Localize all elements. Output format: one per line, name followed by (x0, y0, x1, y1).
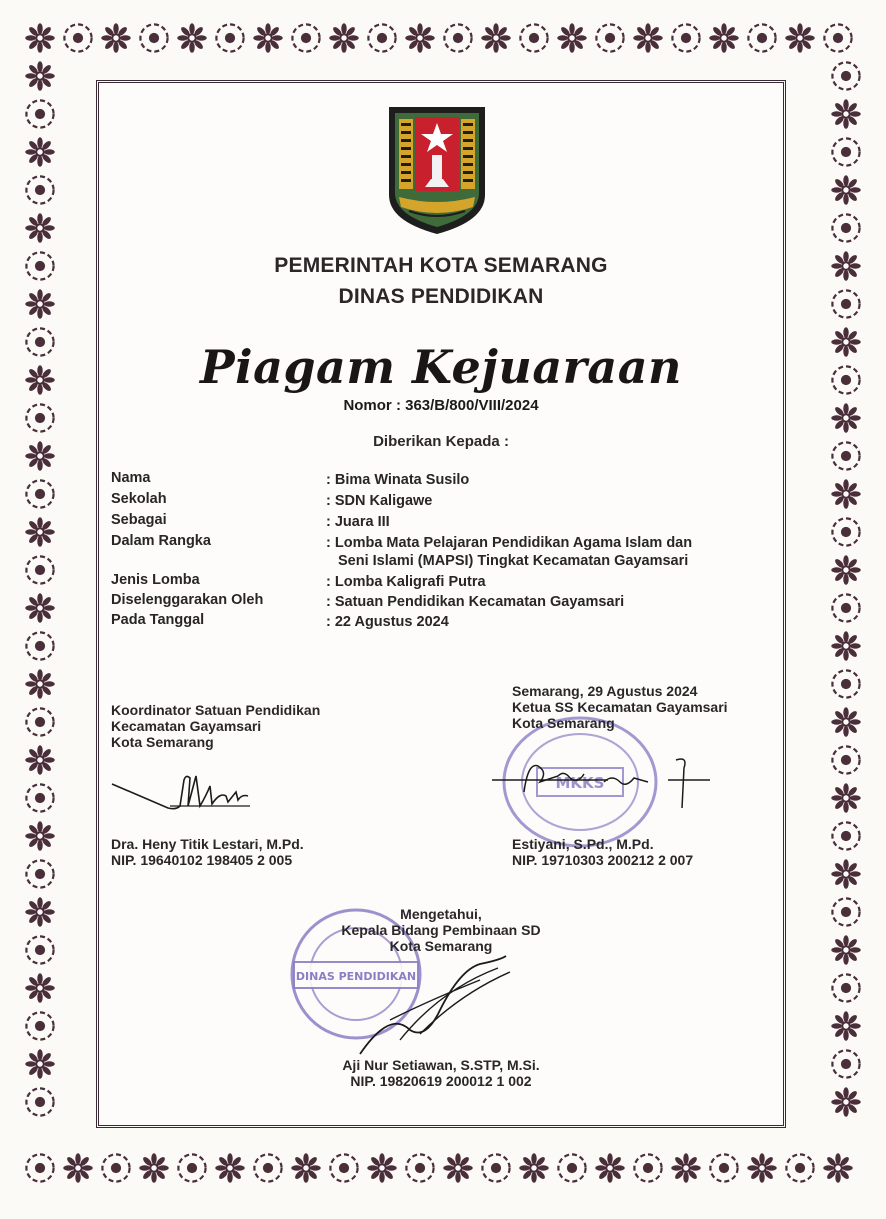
border-ornament (481, 23, 511, 53)
center-signer-ack: Mengetahui, (400, 906, 482, 922)
border-ornament (26, 328, 53, 355)
border-ornament (26, 176, 53, 203)
certificate-title: Piagam Kejuaraan (200, 340, 682, 394)
center-signer-name: Aji Nur Setiawan, S.STP, M.Si. (342, 1057, 540, 1073)
border-ornament (177, 23, 207, 53)
border-ornament (254, 1154, 281, 1181)
border-ornament (832, 1050, 859, 1077)
left-signer-name: Dra. Heny Titik Lestari, M.Pd. (111, 836, 304, 852)
left-signer-block (111, 702, 320, 750)
border-ornament (25, 1049, 55, 1079)
border-ornament (140, 24, 167, 51)
border-ornament (786, 1154, 813, 1181)
border-ornament (406, 1154, 433, 1181)
border-ornament (63, 1153, 93, 1183)
border-ornament (25, 23, 55, 53)
border-ornament (832, 62, 859, 89)
border-ornament (832, 214, 859, 241)
border-ornament (26, 480, 53, 507)
border-ornament (832, 670, 859, 697)
border-ornament (831, 479, 861, 509)
border-ornament (102, 1154, 129, 1181)
border-ornament (25, 213, 55, 243)
border-ornament (832, 746, 859, 773)
stamp-right-label: MKKS (555, 774, 605, 792)
border-ornament (25, 517, 55, 547)
border-ornament (557, 23, 587, 53)
border-ornament (832, 822, 859, 849)
border-ornament (405, 23, 435, 53)
border-ornament (25, 897, 55, 927)
header-department: DINAS PENDIDIKAN (338, 285, 544, 308)
field-value-nama: : Bima Winata Susilo (326, 472, 470, 488)
semarang-emblem-icon (385, 103, 489, 238)
field-value-dalam-rangka-line2: Seni Islami (MAPSI) Tingkat Kecamatan Gayamsari (338, 553, 689, 569)
border-ornament (25, 973, 55, 1003)
border-ornament (831, 251, 861, 281)
border-ornament (26, 936, 53, 963)
border-ornament (25, 669, 55, 699)
border-ornament (444, 24, 471, 51)
right-signer-nip: NIP. 19710303 200212 2 007 (512, 852, 694, 868)
border-ornament (671, 1153, 701, 1183)
border-ornament (26, 556, 53, 583)
border-ornament (26, 252, 53, 279)
center-signature (330, 950, 530, 1060)
left-signer-name-block (111, 836, 304, 868)
left-signer-role3: Kota Semarang (111, 734, 214, 750)
right-signer-block (512, 683, 728, 731)
border-ornament (26, 1012, 53, 1039)
border-ornament (785, 23, 815, 53)
border-ornament (291, 1153, 321, 1183)
border-ornament (519, 1153, 549, 1183)
border-ornament (26, 784, 53, 811)
left-signature (110, 766, 280, 836)
border-ornament (101, 23, 131, 53)
field-value-sekolah: : SDN Kaligawe (326, 493, 433, 509)
given-to-label: Diberikan Kepada : (373, 433, 509, 450)
border-ornament (330, 1154, 357, 1181)
left-signer-nip: NIP. 19640102 198405 2 005 (111, 852, 293, 868)
border-ornament (831, 631, 861, 661)
field-value-sebagai: : Juara III (326, 514, 390, 530)
border-ornament (520, 24, 547, 51)
border-ornament (26, 860, 53, 887)
border-ornament (831, 935, 861, 965)
border-ornament (634, 1154, 661, 1181)
left-signer-role2: Kecamatan Gayamsari (111, 718, 262, 734)
center-signer-name-block (96, 1057, 786, 1089)
border-ornament (832, 594, 859, 621)
center-signer-role2: Kota Semarang (389, 938, 493, 954)
border-ornament (25, 821, 55, 851)
border-ornament (558, 1154, 585, 1181)
border-ornament (25, 365, 55, 395)
border-ornament (25, 289, 55, 319)
border-ornament (26, 1088, 53, 1115)
field-label-tanggal: Pada Tanggal (111, 612, 205, 628)
border-ornament (672, 24, 699, 51)
border-ornament (216, 24, 243, 51)
right-signer-role1: Ketua SS Kecamatan Gayamsari (512, 699, 728, 715)
border-ornament (25, 745, 55, 775)
border-ornament (25, 441, 55, 471)
right-signature (488, 752, 718, 822)
field-label-penyelenggara: Diselenggarakan Oleh (111, 592, 264, 608)
field-label-jenis-lomba: Jenis Lomba (111, 572, 200, 588)
border-ornament (823, 1153, 853, 1183)
border-ornament (595, 1153, 625, 1183)
border-ornament (831, 403, 861, 433)
border-ornament (633, 23, 663, 53)
border-ornament (748, 24, 775, 51)
right-signer-role2: Kota Semarang (512, 715, 615, 731)
border-ornament (831, 707, 861, 737)
border-ornament (831, 859, 861, 889)
field-label-sebagai: Sebagai (111, 512, 167, 528)
border-ornament (709, 23, 739, 53)
border-ornament (831, 327, 861, 357)
header-government: PEMERINTAH KOTA SEMARANG (274, 254, 608, 277)
field-label-dalam-rangka: Dalam Rangka (111, 533, 211, 549)
border-ornament (832, 898, 859, 925)
border-ornament (482, 1154, 509, 1181)
field-value-dalam-rangka: : Lomba Mata Pelajaran Pendidikan Agama Islam dan (326, 535, 693, 551)
right-signer-name: Estiyani, S.Pd., M.Pd. (512, 836, 654, 852)
field-value-tanggal: : 22 Agustus 2024 (326, 614, 449, 630)
border-ornament (824, 24, 851, 51)
border-ornament (178, 1154, 205, 1181)
border-ornament (26, 708, 53, 735)
border-ornament (26, 632, 53, 659)
border-ornament (292, 24, 319, 51)
center-signer-role1: Kepala Bidang Pembinaan SD (341, 922, 541, 938)
border-ornament (368, 24, 395, 51)
border-ornament (831, 99, 861, 129)
border-ornament (832, 138, 859, 165)
border-ornament (215, 1153, 245, 1183)
border-ornament (367, 1153, 397, 1183)
border-ornament (832, 290, 859, 317)
border-ornament (25, 137, 55, 167)
field-label-nama: Nama (111, 470, 151, 486)
right-signer-name-block (512, 836, 693, 868)
border-ornament (329, 23, 359, 53)
border-ornament (832, 366, 859, 393)
field-value-jenis-lomba: : Lomba Kaligrafi Putra (326, 574, 486, 590)
right-signer-place-date: Semarang, 29 Agustus 2024 (512, 683, 698, 699)
border-ornament (831, 783, 861, 813)
field-label-sekolah: Sekolah (111, 491, 167, 507)
border-ornament (26, 100, 53, 127)
center-signer-nip: NIP. 19820619 200012 1 002 (350, 1073, 532, 1089)
border-ornament (25, 593, 55, 623)
border-ornament (832, 442, 859, 469)
border-ornament (832, 518, 859, 545)
border-ornament (832, 974, 859, 1001)
field-value-penyelenggara: : Satuan Pendidikan Kecamatan Gayamsari (326, 594, 625, 610)
border-ornament (831, 1087, 861, 1117)
border-ornament (139, 1153, 169, 1183)
border-ornament (831, 1011, 861, 1041)
border-ornament (253, 23, 283, 53)
border-ornament (26, 1154, 53, 1181)
stamp-center-label: DINAS PENDIDIKAN (295, 970, 417, 983)
border-ornament (26, 404, 53, 431)
border-ornament (25, 61, 55, 91)
left-signer-role1: Koordinator Satuan Pendidikan (111, 702, 321, 718)
border-ornament (831, 555, 861, 585)
border-ornament (64, 24, 91, 51)
border-ornament (443, 1153, 473, 1183)
border-ornament (747, 1153, 777, 1183)
border-ornament (710, 1154, 737, 1181)
center-signer-block (96, 906, 786, 954)
border-ornament (831, 175, 861, 205)
border-ornament (596, 24, 623, 51)
certificate-number: Nomor : 363/B/800/VIII/2024 (343, 397, 539, 414)
